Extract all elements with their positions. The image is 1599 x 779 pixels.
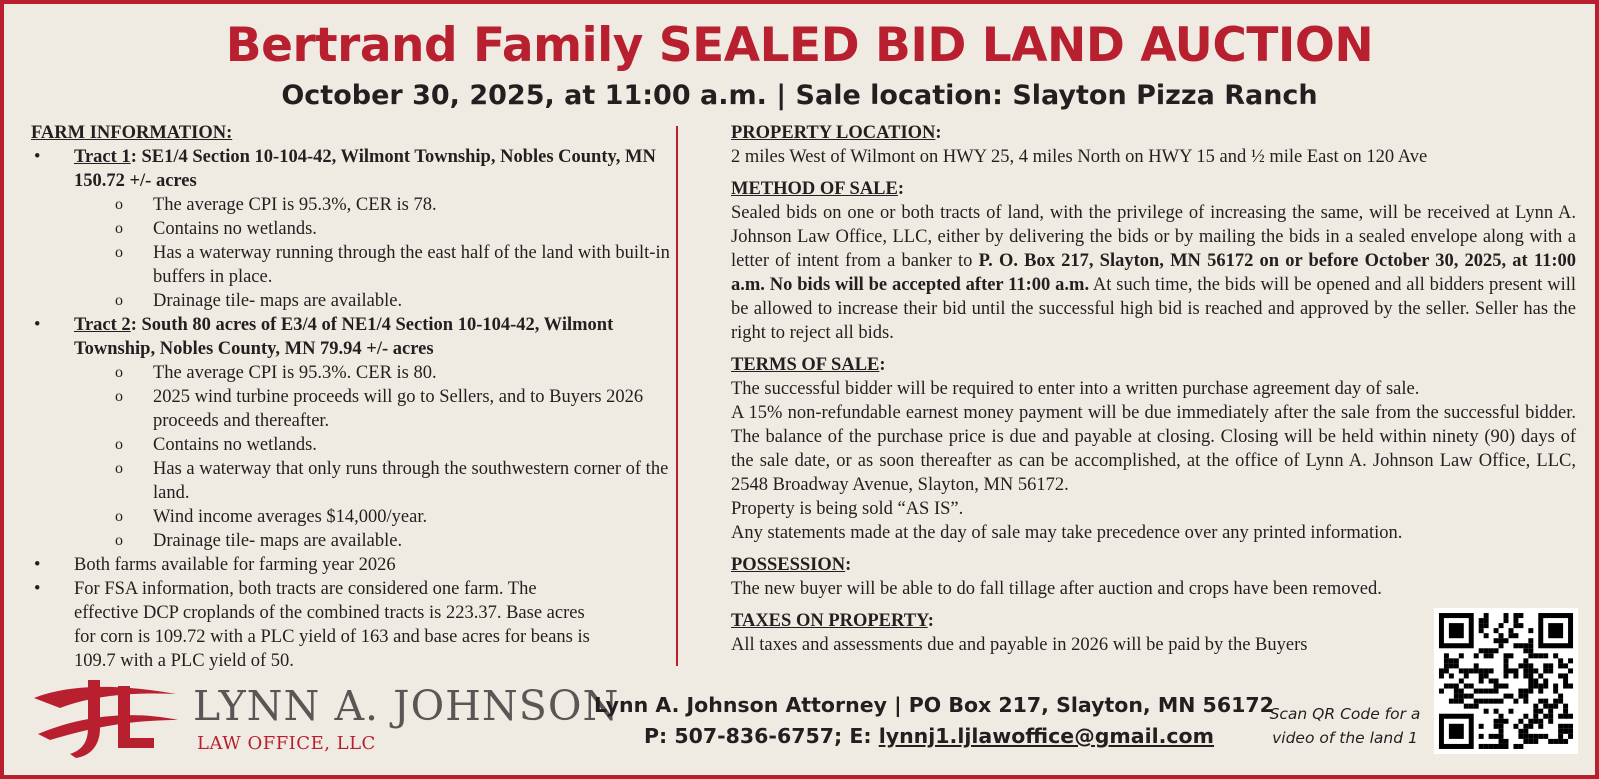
possession-text: The new buyer will be able to do fall tillage after auction and crops have been removed. xyxy=(731,579,1382,599)
terms-of-sale-section: TERMS OF SALE: The successful bidder will be required to enter into a written purchase agreement day of sale. A 15% non-refundable earnest money payment will be due immediately after the sale from the successful bidder. The balance of the purchase price is due and payable at closing. Closing will be held within ninety (90) days of the sale date, or as soon thereafter as can be accomplished, at the office of Lynn A. Johnson Law Office, LLC, 2548 Broadway Avenue, Slayton, MN 56172. Property is being sold “AS IS”. Any statements made at the day of sale may take precedence over any printed information. xyxy=(731,355,1576,543)
contact-info xyxy=(594,690,1274,752)
method-text-bold: P. O. Box 217, Slayton, MN 56172 on or before October 30, 2025, at 11:00 a.m. No bids will be accepted after 11:00 a.m. xyxy=(731,251,1576,295)
list-item: o Drainage tile- maps are available. xyxy=(31,289,671,313)
law-office-logo xyxy=(30,676,620,768)
terms-p3: Property is being sold “AS IS”. xyxy=(731,499,964,519)
terms-p4: Any statements made at the day of sale may take precedence over any printed information. xyxy=(731,523,1403,543)
terms-p1: The successful bidder will be required to enter into a written purchase agreement day of sale. xyxy=(731,379,1420,399)
contact-phone: P: 507-836-6757; E: xyxy=(643,724,879,748)
email-link[interactable]: lynnj1.ljlawoffice@gmail.com xyxy=(878,724,1215,748)
logo-subtitle: LAW OFFICE, LLC xyxy=(197,733,376,754)
property-location-section: PROPERTY LOCATION: 2 miles West of Wilmont on HWY 25, 4 miles North on HWY 15 and ½ mile East on 120 Ave xyxy=(731,121,1576,169)
method-text-b: At such time, the bids will be opened and all bidders present will be allowed to increase their bid until the successful high bid is reached and approved by the seller. Seller has the right to reject all bids. xyxy=(731,275,1576,343)
list-item: o The average CPI is 95.3%. CER is 80. xyxy=(31,361,671,385)
page-title: Bertrand Family SEALED BID LAND AUCTION xyxy=(225,18,1374,73)
tract1-label xyxy=(74,147,656,191)
contact-phone-email xyxy=(594,721,1264,752)
sale-details-column xyxy=(731,121,1576,657)
tract1-title: : SE1/4 Section 10-104-42, Wilmont Township, Nobles County, MN 150.72 +/- acres xyxy=(74,147,656,191)
contact-address: Lynn A. Johnson Attorney | PO Box 217, Slayton, MN 56172 xyxy=(594,693,1274,717)
logo-name: LYNN A. JOHNSON xyxy=(193,682,620,730)
farm-information-column xyxy=(31,121,671,673)
farming-year-bullet: • Both farms available for farming year 2026 xyxy=(31,553,671,577)
list-item: o The average CPI is 95.3%, CER is 78. xyxy=(31,193,671,217)
auction-ad xyxy=(4,4,1595,775)
taxes-text: All taxes and assessments due and payable in 2026 will be paid by the Buyers xyxy=(731,635,1308,655)
lj-monogram-icon xyxy=(30,676,180,768)
property-location-heading: PROPERTY LOCATION xyxy=(731,123,936,143)
list-item: o 2025 wind turbine proceeds will go to Sellers, and to Buyers 2026 proceeds and thereafter. xyxy=(31,385,671,433)
qr-code-icon[interactable] xyxy=(1434,608,1578,754)
tract2-title: : South 80 acres of E3/4 of NE1/4 Section 10-104-42, Wilmont Township, Nobles County, MN 79.94 +/- acres xyxy=(74,315,614,359)
tract1-bullet xyxy=(31,145,671,193)
tract2-label-text: Tract 2 xyxy=(74,315,131,335)
terms-p2: A 15% non-refundable earnest money payment will be due immediately after the sale from the successful bidder. The balance of the purchase price is due and payable at closing. Closing will be held within ninety (90) days of the sale date, or as soon thereafter as can be accomplished, at the office of Lynn A. Johnson Law Office, LLC, 2548 Broadway Avenue, Slayton, MN 56172. xyxy=(731,403,1576,495)
list-item: o Wind income averages $14,000/year. xyxy=(31,505,671,529)
method-of-sale-text xyxy=(731,201,1576,345)
qr-code-graphic xyxy=(1434,608,1578,754)
column-divider xyxy=(676,126,678,666)
qr-caption: Scan QR Code for a video of the land 1 xyxy=(1269,705,1421,747)
page-subtitle: October 30, 2025, at 11:00 a.m. | Sale location: Slayton Pizza Ranch xyxy=(281,80,1318,111)
terms-of-sale-heading: TERMS OF SALE xyxy=(731,355,880,375)
list-item: o Has a waterway that only runs through the southwestern corner of the land. xyxy=(31,457,671,505)
tract2-label xyxy=(74,315,613,359)
taxes-heading: TAXES ON PROPERTY xyxy=(731,611,928,631)
farm-information-heading: FARM INFORMATION: xyxy=(31,123,233,143)
list-item: o Drainage tile- maps are available. xyxy=(31,529,671,553)
tract2-bullet xyxy=(31,313,671,361)
method-of-sale-section: METHOD OF SALE: Sealed bids on one or both tracts of land, with the privilege of increasing the same, will be received at Lynn A. Johnson Law Office, LLC, either by delivering the bids or by mailing the bids in a sealed envelope along with a letter of intent from a banker to P. O. Box 217, Slayton, MN 56172 on or before October 30, 2025, at 11:00 a.m. No bids will be accepted after 11:00 a.m. At such time, the bids will be opened and all bidders present will be allowed to increase their bid until the successful high bid is reached and approved by the seller. Seller has the right to reject all bids. xyxy=(731,179,1576,343)
fsa-info-bullet: • For FSA information, both tracts are considered one farm. The effective DCP croplands of the combined tracts is 223.37. Base acres for corn is 109.72 with a PLC yield of 163 and base acres for beans is 109.7 with a PLC yield of 50. xyxy=(31,577,671,673)
property-location-text: 2 miles West of Wilmont on HWY 25, 4 miles North on HWY 15 and ½ mile East on 120 Ave xyxy=(731,147,1428,167)
possession-section: POSSESSION: The new buyer will be able to do fall tillage after auction and crops have been removed. xyxy=(731,553,1576,601)
method-of-sale-heading: METHOD OF SALE xyxy=(731,179,898,199)
method-text-a: Sealed bids on one or both tracts of land, with the privilege of increasing the same, will be received at Lynn A. Johnson Law Office, LLC, either by delivering the bids or by mailing the bids in a sealed envelope along with a letter of intent from a banker to xyxy=(731,203,1576,271)
list-item: o Contains no wetlands. xyxy=(31,217,671,241)
list-item: o Contains no wetlands. xyxy=(31,433,671,457)
possession-heading: POSSESSION xyxy=(731,555,846,575)
list-item: o Has a waterway running through the east half of the land with built-in buffers in place. xyxy=(31,241,671,289)
taxes-section: TAXES ON PROPERTY: All taxes and assessments due and payable in 2026 will be paid by the Buyers xyxy=(731,609,1576,657)
tract1-label-text: Tract 1 xyxy=(74,147,131,167)
